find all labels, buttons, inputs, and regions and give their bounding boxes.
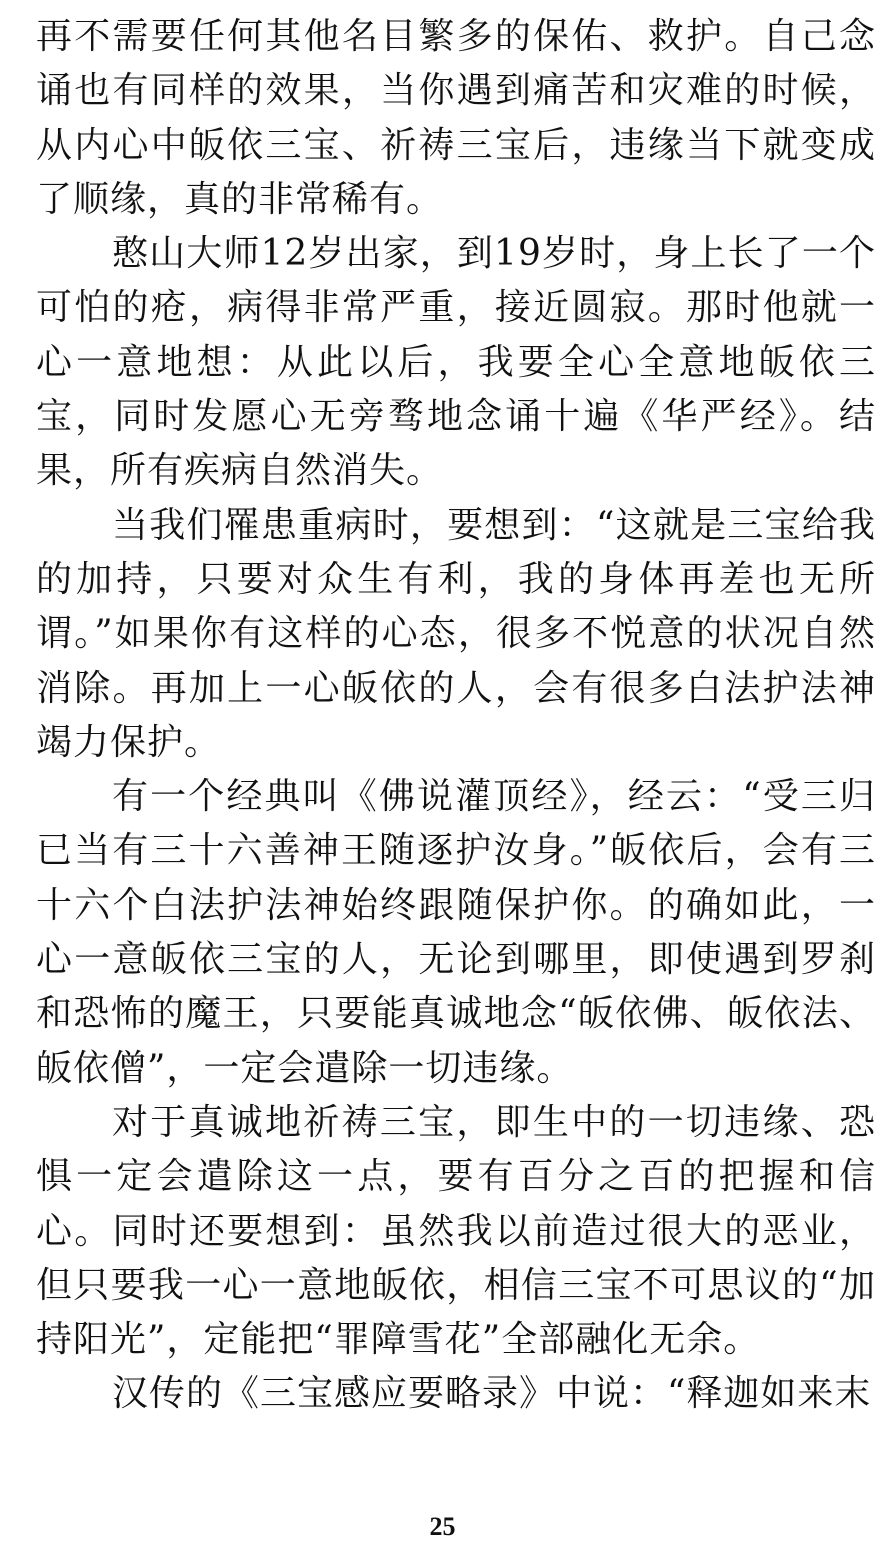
paragraph-5: 对于真诚地祈祷三宝，即生中的一切违缘、恐惧一定会遣除这一点，要有百分之百的把握和信心。同时还要想到：虽然我以前造过很大的恶业，但只要我一心一意地皈依，相信三宝不可思议的“加持阳光”，定能把“罪障雪花”全部融化无余。 <box>36 1101 876 1361</box>
paragraph-6: 汉传的《三宝感应要略录》中说：“释迦如来末 <box>112 1373 872 1415</box>
paragraph-4: 有一个经典叫《佛说灌顶经》，经云：“受三归已当有三十六善神王随逐护汝身。”皈依后，会有三十六个白法护法神始终跟随保护你。的确如此，一心一意皈依三宝的人，无论到哪里，即使遇到罗刹和恐怖的魔王，只要能真诚地念“皈依佛、皈依法、皈依僧”，一定会遣除一切违缘。 <box>36 776 876 1089</box>
paragraph-2: 憨山大师12岁出家，到19岁时，身上长了一个可怕的疮，病得非常严重，接近圆寂。那时他就一心一意地想：从此以后，我要全心全意地皈依三宝，同时发愿心无旁骛地念诵十遍《华严经》。结果，所有疾病自然消失。 <box>36 233 876 492</box>
paragraph-3: 当我们罹患重病时，要想到：“这就是三宝给我的加持，只要对众生有利，我的身体再差也无所谓。”如果你有这样的心态，很多不悦意的状况自然消除。再加上一心皈依的人，会有很多白法护法神竭力保护。 <box>36 504 876 763</box>
paragraph-1: 再不需要任何其他名目繁多的保佑、救护。自己念诵也有同样的效果，当你遇到痛苦和灾难的时候，从内心中皈依三宝、祈祷三宝后，违缘当下就变成了顺缘，真的非常稀有。 <box>36 16 876 220</box>
body-text <box>36 10 876 1422</box>
page-number: 25 <box>429 1512 456 1541</box>
